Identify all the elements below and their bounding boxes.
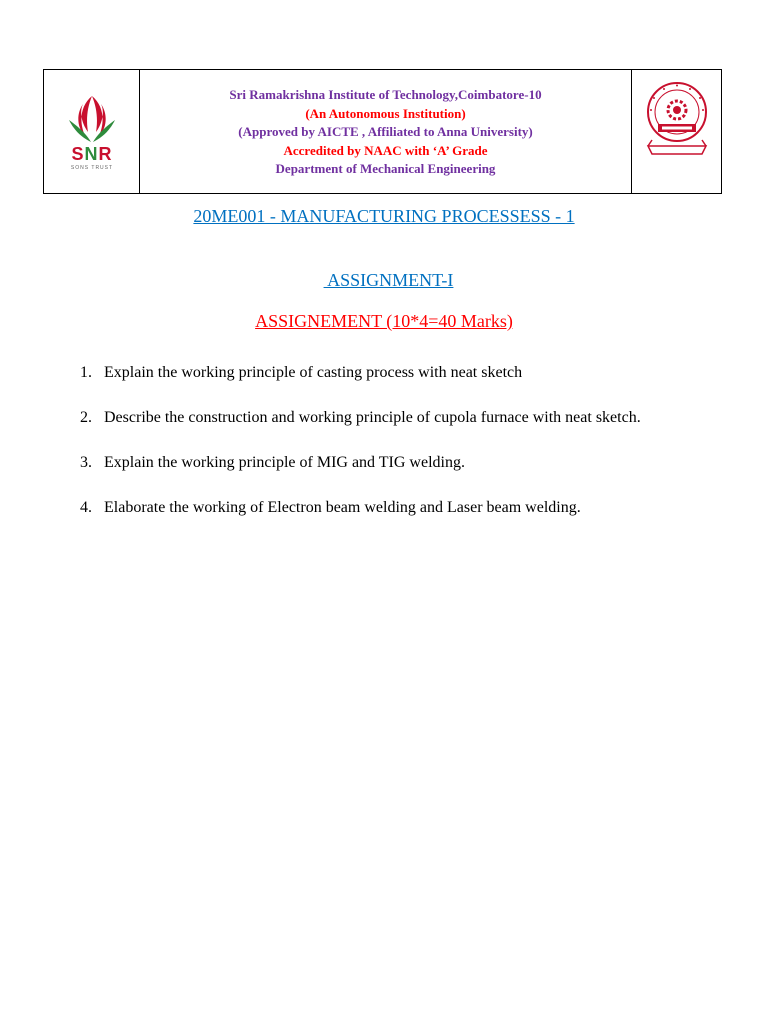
header-table	[43, 69, 722, 194]
right-logo-cell	[631, 70, 721, 193]
question-number: 1.	[80, 364, 92, 381]
snr-logo-icon	[55, 92, 129, 172]
question-text: Explain the working principle of casting process with neat sketch	[104, 364, 523, 381]
question-text: Elaborate the working of Electron beam welding and Laser beam welding.	[104, 499, 581, 516]
left-logo-cell	[44, 70, 140, 193]
marks-heading-text: ASSIGNEMENT (10*4=40 Marks)	[255, 311, 513, 331]
institute-seal-icon	[644, 80, 710, 158]
course-title-text: 20ME001 - MANUFACTURING PROCESSESS - 1	[193, 206, 575, 226]
question-number: 4.	[80, 499, 92, 516]
svg-text:SONS TRUST: SONS TRUST	[70, 164, 113, 171]
institution-header	[140, 70, 631, 193]
approval-line: (Approved by AICTE , Affiliated to Anna University)	[238, 124, 533, 140]
assignment-heading	[0, 249, 768, 291]
question-list	[80, 350, 700, 530]
question-number: 2.	[80, 409, 92, 426]
question-number: 3.	[80, 454, 92, 471]
assignment-heading-text: ASSIGNMENT-I	[323, 270, 454, 290]
list-item	[80, 395, 700, 440]
question-text: Describe the construction and working principle of cupola furnace with neat sketch.	[104, 409, 641, 426]
list-item	[80, 350, 700, 395]
institution-name: Sri Ramakrishna Institute of Technology,Coimbatore-10	[229, 87, 542, 103]
accreditation-line: Accredited by NAAC with ‘A’ Grade	[283, 142, 488, 158]
question-text: Explain the working principle of MIG and TIG welding.	[104, 454, 465, 471]
course-title	[0, 206, 768, 227]
list-item	[80, 440, 700, 485]
svg-text:SNR: SNR	[70, 143, 113, 164]
marks-heading	[0, 311, 768, 332]
department-line: Department of Mechanical Engineering	[275, 161, 496, 177]
list-item	[80, 485, 700, 530]
autonomous-line: (An Autonomous Institution)	[305, 105, 466, 121]
